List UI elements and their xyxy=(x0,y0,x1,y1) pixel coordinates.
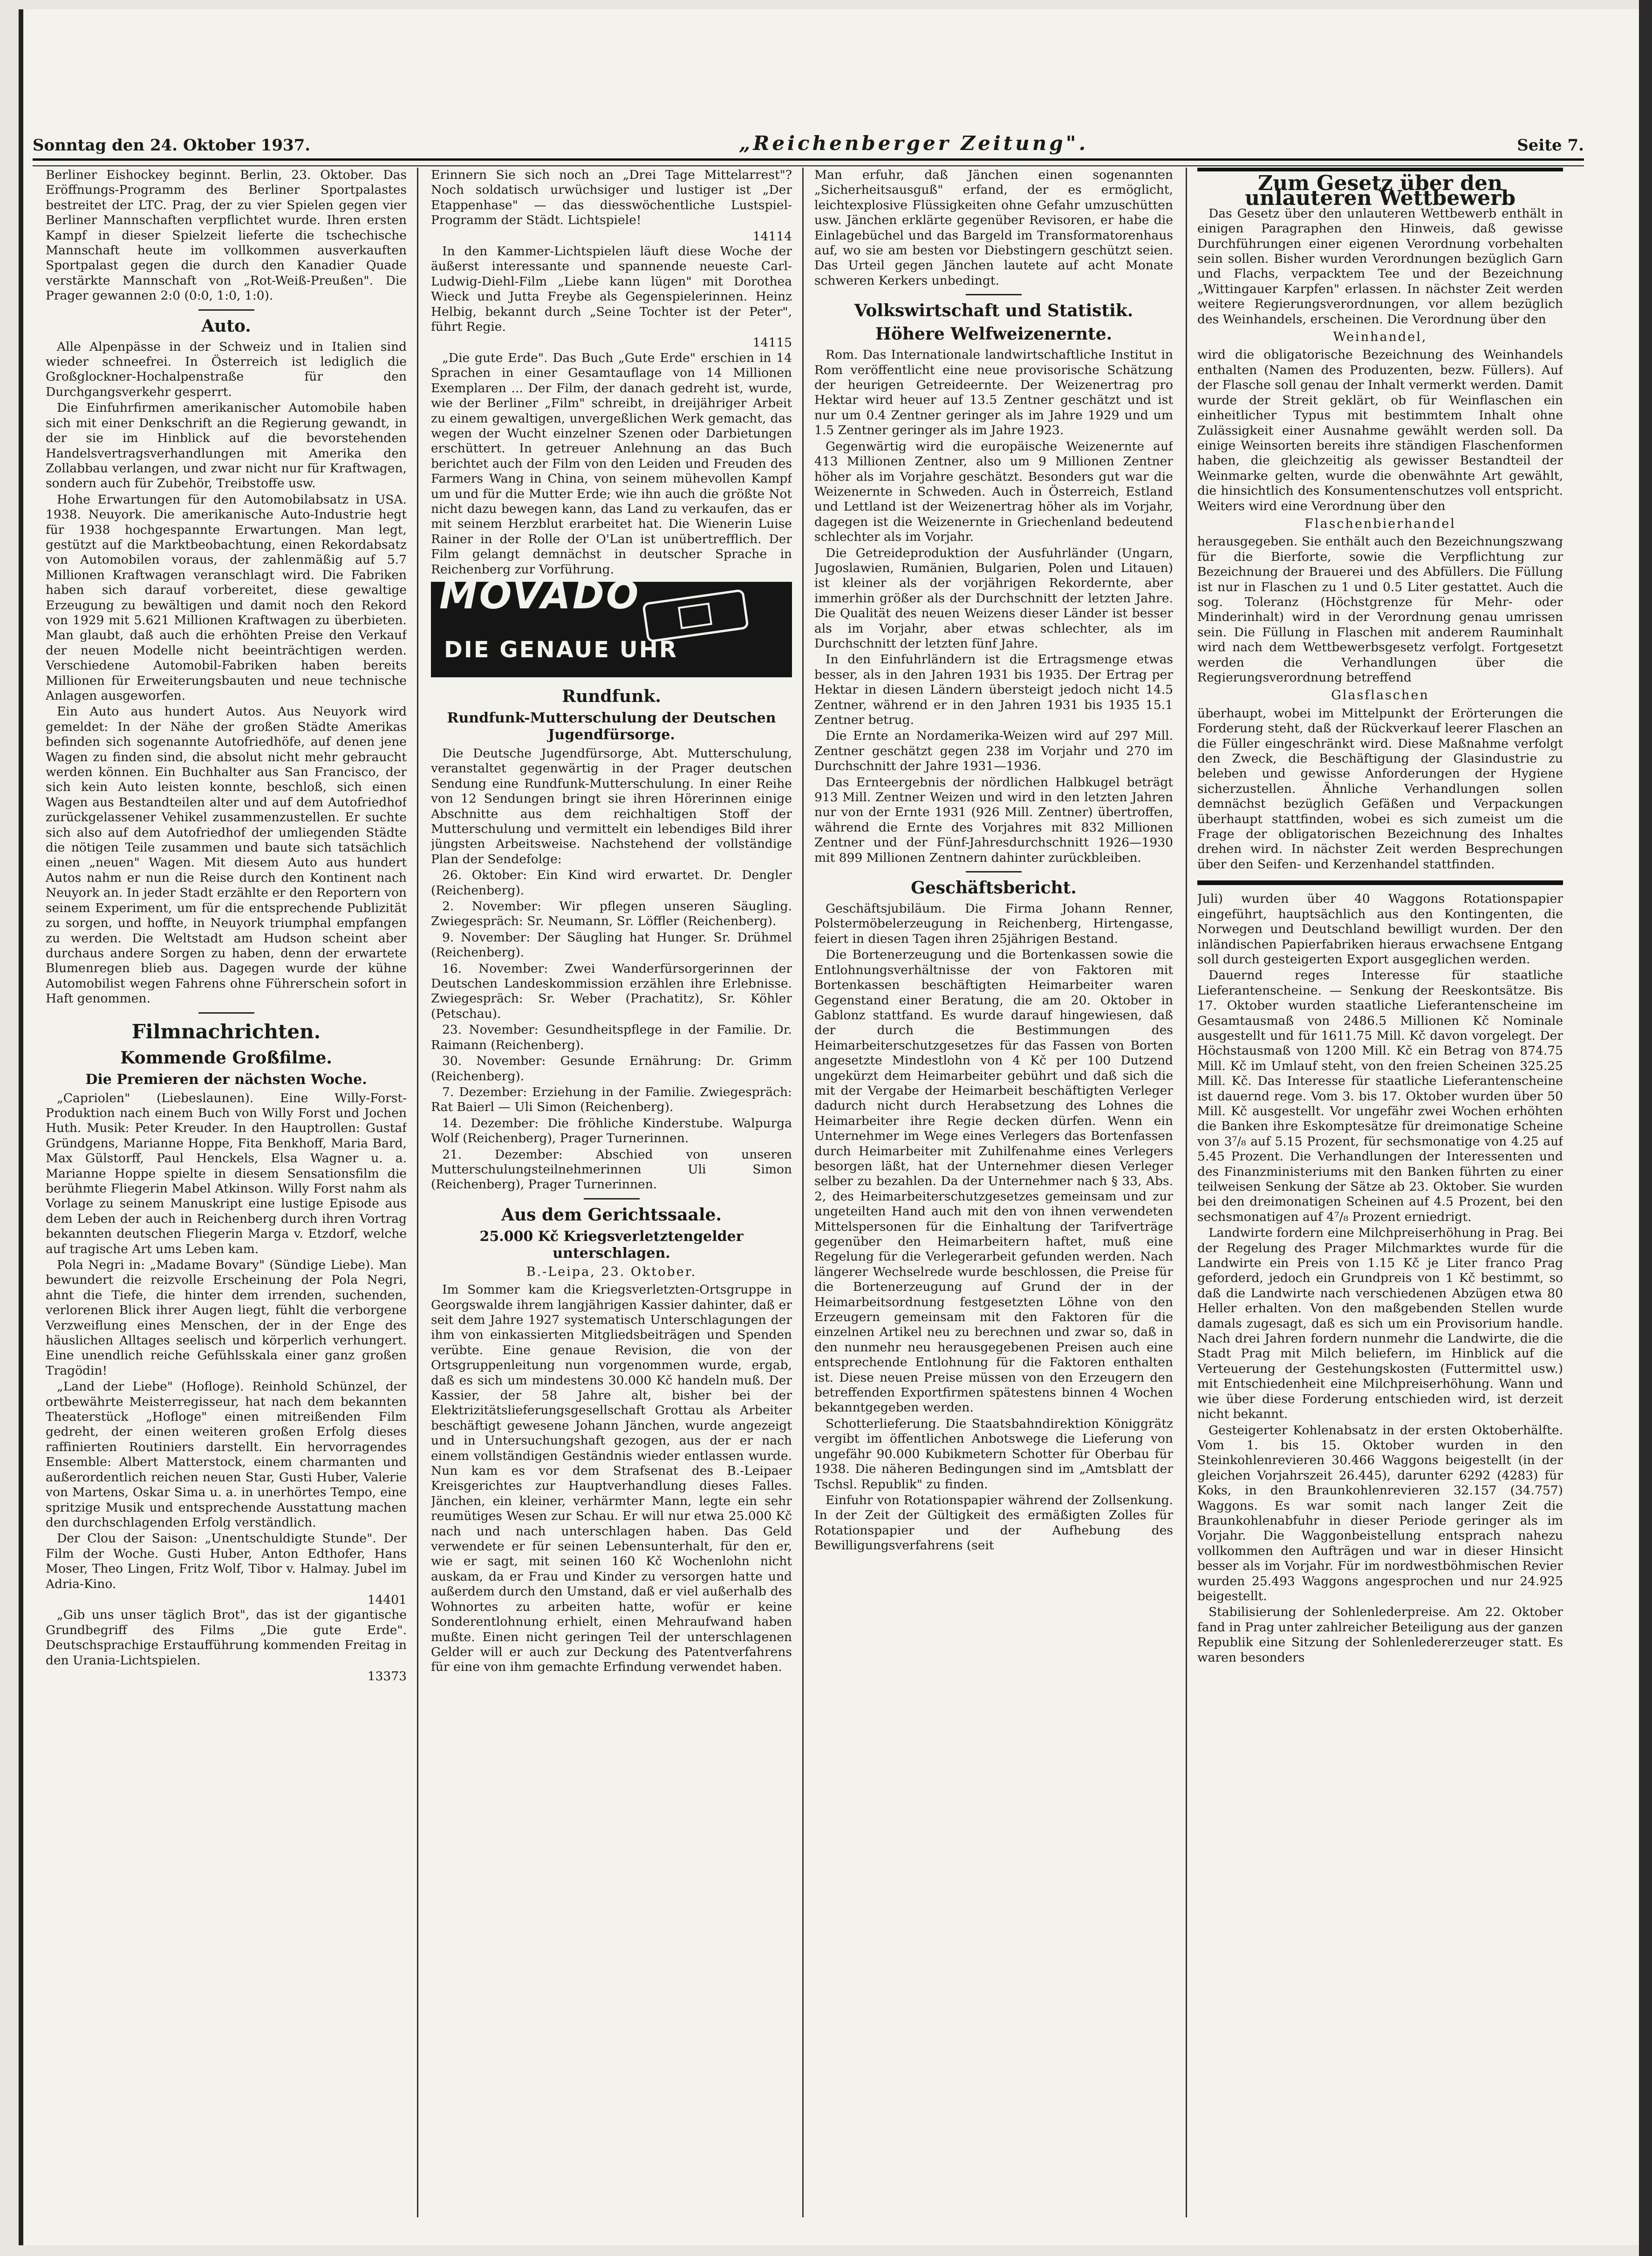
schedule-item: 16. November: Zwei Wanderfürsorgerinnen der Deutschen Landeskommission erzählen ihre Erlebnisse. Zwiegespräch: Sr. Weber (Prachatitz), Sr. Köhler (Petschau). xyxy=(431,961,792,1021)
article-halbkugel: Das Ernteergebnis der nördlichen Halbkugel beträgt 913 Mill. Zentner Weizen und wird in den letzten Jahren nur von der Ernte 1931 (926 Mill. Zentner) übertroffen, während die Ernte des Vorjahres mit 832 Millionen Zentner und der Fünf-Jahresdurchschnitt 1926—1930 mit 899 Millionen Zentnern dahinter zurückbleiben. xyxy=(814,775,1173,865)
article-milchpreis: Landwirte fordern eine Milchpreiserhöhung in Prag. Bei der Regelung des Prager Milchmarktes wurde für die Landwirte ein Preis von 1.15 Kč je Liter franco Prag geforderd, jedoch ein Grundpreis von 1 Kč bestimmt, so daß die Landwirte nach verschiedenen Abzügen etwa 80 Heller erhalten. Von den maßgebenden Stellen wurde damals zugesagt, daß es sich um ein Provisorium handle. Nach drei Jahren fordern nunmehr die Landwirte, die die Stadt Prag mit Milch beliefern, im Hinblick auf die Verteuerung der Gestehungskosten (Futtermittel usw.) mit Entschiedenheit eine Milchpreiserhöhung. Wann und wie über diese Forderung entschieden wird, ist derzeit nicht bekannt. xyxy=(1197,1226,1563,1422)
article-land-der-liebe: „Land der Liebe" (Hofloge). Reinhold Schünzel, der ortbewährte Meisterregisseur, hat nach dem bekannten Theaterstück „Hofloge" einen mitreißenden Film gedreht, der einen weiteren großen Erfolg dieses raffinierten Routiniers darstellt. Ein hervorragendes Ensemble: Albert Matterstock, einem charmanten und außerordentlich reichen neuen Star, Gusti Huber, Valerie von Martens, Oskar Sima u. a. in unerhörtes Tempo, eine spritzige Musik und entsprechende Ausstattung machen den durchschlagenden Erfolg verständlich. xyxy=(46,1379,407,1530)
divider xyxy=(966,871,1022,872)
schedule-item: 21. Dezember: Abschied von unseren Mutterschulungsteilnehmerinnen Uli Simon (Reichenberg), Prager Turnerinnen. xyxy=(431,1147,792,1192)
subheading-flaschenbier: Flaschenbierhandel xyxy=(1304,516,1456,531)
article-glasflaschen: überhaupt, wobei im Mittelpunkt der Erörterungen die Forderung steht, daß der Rückverkauf leerer Flaschen an die Füller eingeschränkt wird. Diese Maßnahme verfolgt den Zweck, die Beschäftigung der Glasindustrie zu beleben und gewisse Anforderungen der Hygiene sicherzustellen. Ähnliche Verhandlungen sollen demnächst bezüglich Gefäßen und Verpackungen überhaupt stattfinden, wobei es sich zumeist um die Frage der obligatorischen Bezeichnung des Inhaltes drehen wird. In nächster Zeit werden Besprechungen über den Seifen- und Kerzenhandel stattfinden. xyxy=(1197,706,1563,872)
subheading-weizenernte: Höhere Welfweizenernte. xyxy=(875,324,1113,344)
subheading-mutterschulung: Rundfunk-Mutterschulung der Deutschen Jugendfürsorge. xyxy=(447,709,776,743)
dateline: B.-Leipa, 23. Oktober. xyxy=(526,1264,697,1279)
subheading-weinhandel: Weinhandel, xyxy=(1333,330,1427,345)
section-heading-geschaeftsbericht: Geschäftsbericht. xyxy=(911,878,1077,898)
section-heading-wettbewerb: Zum Gesetz über den unlauteren Wettbewerb xyxy=(1197,168,1563,206)
page-number: Seite 7. xyxy=(1517,136,1584,155)
article-nordamerika: Die Ernte an Nordamerika-Weizen wird auf 297 Mill. Zentner geschätzt gegen 238 im Vorjahr und 270 im Durchschnitt der Jahre 1931—1936. xyxy=(814,729,1173,774)
article-mutterschulung: Die Deutsche Jugendfürsorge, Abt. Mutterschulung, veranstaltet gegenwärtig in der Prager deutschen Sendung eine Rundfunk-Mutterschulung. In einer Reihe von 12 Sendungen bringt sie ihren Hörerinnen einige Abschnitte aus dem reichhaltigen Stoff der Mutterschulung und vermittelt ein lebendiges Bild ihrer jüngsten Arbeitsweise. Nachstehend der vollständige Plan der Sendefolge: xyxy=(431,746,792,866)
article-pola-negri: Pola Negri in: „Madame Bovary" (Sündige Liebe). Man bewundert die reizvolle Erscheinung der Pola Negri, ahnt die Tiefe, die hinter dem irrenden, suchenden, verlorenen Blick ihrer Augen liegt, fühlt die verborgene Verzweiflung eines Menschen, der in der Enge des häuslichen Alltages seelisch und körperlich verhungert. Eine unendlich reiche Gefühlsskala einer ganz großen Tragödin! xyxy=(46,1258,407,1378)
article-clou-der-saison: Der Clou der Saison: „Unentschuldigte Stunde". Der Film der Woche. Gusti Huber, Anton Edthofer, Hans Moser, Theo Lingen, Fritz Wolf, Tibor v. Halmay. Jubel im Adria-Kino. xyxy=(46,1531,407,1591)
page-header xyxy=(33,122,1584,155)
section-heading-rundfunk: Rundfunk. xyxy=(562,686,661,706)
subheading-glasflaschen: Glasflaschen xyxy=(1331,688,1429,703)
divider xyxy=(966,294,1022,295)
divider xyxy=(584,1198,640,1200)
column-2 xyxy=(431,168,792,2213)
ad-number: 14115 xyxy=(752,335,792,350)
article-kammer-lichtspiele: In den Kammer-Lichtspielen läuft diese Woche der äußerst interessante und spannende neueste Carl-Ludwig-Diehl-Film „Liebe kann lügen" mit Dorothea Wieck und Jutta Freybe als Gegenspielerinnen. Heinz Helbig, bekannt durch „Seine Tochter ist der Peter", führt Regie. xyxy=(431,244,792,334)
article-einfuhrfirmen: Die Einfuhrfirmen amerikanischer Automobile haben sich mit einer Denkschrift an die Regierung gewandt, in der sie im Hinblick auf die bevorstehenden Handelsvertragsverhandlungen mit Amerika den Zollabbau verlangen, und zwar nicht nur für Kraftwagen, sondern auch für Zubehör, Treibstoffe usw. xyxy=(46,401,407,491)
subheading-grossfilme: Kommende Großfilme. xyxy=(120,1048,332,1068)
article-weinhandel: wird die obligatorische Bezeichnung des Weinhandels enthalten (Namen des Produzenten, bezw. Füllers). Auf der Flasche soll genau der Inhalt vermerkt werden. Damit wurde der Streit geklärt, ob für Weinflaschen ein einheitlicher Typus mit bestimmtem Inhalt ohne Zulässigkeit einer Ausnahme gewählt werden soll. Da einige Weinsorten bereits ihre ständigen Flaschenformen haben, die gleichzeitig als gewisser Bestandteil der Weinmarke gelten, wurde die obenwähnte Art gewählt, die hinsichtlich des Konsumentenschutzes voll entspricht. Weiters wird eine Verordnung über den xyxy=(1197,348,1563,513)
article-jubilaeum: Geschäftsjubiläum. Die Firma Johann Renner, Polstermöbelerzeugung in Reichenberg, Hirtengasse, feiert in diesen Tagen ihren 25jährigen Bestand. xyxy=(814,901,1173,946)
column-3 xyxy=(814,168,1173,2213)
article-unterschlagung-cont: Man erfuhr, daß Jänchen einen sogenannten „Sicherheitsausguß" erfand, der es ermöglicht, leichtexplosive Flüssigkeiten ohne Gefahr umzuschütten usw. Jänchen erklärte gegenüber Revisoren, er habe die Einlagebüchel und das Bargeld im Transformatorenhaus auf, wo sie am besten vor Diebstingern geschützt seien. Das Urteil gegen Jänchen lautete auf acht Monate schweren Kerkers unbedingt. xyxy=(814,168,1173,288)
issue-date: Sonntag den 24. Oktober 1937. xyxy=(33,136,311,155)
ad-tagline: DIE GENAUE UHR xyxy=(444,636,678,663)
schedule-item: 7. Dezember: Erziehung in der Familie. Zwiegespräch: Rat Baierl — Uli Simon (Reichenberg). xyxy=(431,1084,792,1115)
article-eishockey: Berliner Eishockey beginnt. Berlin, 23. Oktober. Das Eröffnungs-Programm des Berliner Sportpalastes bestreitet der LTC. Prag, der zu vier Spielen gegen vier Berliner Mannschaften verpflichtet wurde. Ihren ersten Kampf in dieser Spielzeit lieferte die tschechische Mannschaft heute im vollkommen ausverkauften Sportpalast gegen die durch den Kanadier Quade verstärkte Mannschaft von „Rot-Weiß-Preußen". Die Prager gewannen 2:0 (0:0, 1:0, 1:0). xyxy=(46,168,407,303)
column-4 xyxy=(1197,168,1563,2213)
subheading-premieren: Die Premieren der nächsten Woche. xyxy=(85,1071,367,1088)
movado-advertisement xyxy=(431,573,792,677)
article-usa-automobil: Hohe Erwartungen für den Automobilabsatz in USA. 1938. Neuyork. Die amerikanische Auto-Industrie hegt für 1938 hochgespannte Erwartungen. Man legt, gestützt auf die Marktbeobachtung, einen Rekordabsatz von Automobilen voraus, der zahlenmäßig auf 5.7 Millionen Kraftwagen veranschlagt wird. Die Fabriken haben sich darauf vorbereitet, diese gewaltige Erzeugung zu bewältigen und damit noch den Rekord von 1929 mit 5.621 Millionen Kraftwagen zu überbieten. Man glaubt, daß auch die erhöhten Preise den Verkauf der neuen Modelle nicht beeinträchtigen werden. Verschiedene Automobil-Fabriken haben bereits Millionen für Erweiterungsbauten und neue technische Anlagen ausgeworfen. xyxy=(46,492,407,703)
schedule-item: 30. November: Gesunde Ernährung: Dr. Grimm (Reichenberg). xyxy=(431,1054,792,1084)
article-rotationspapier-cont: Juli) wurden über 40 Waggons Rotationspapier eingeführt, hauptsächlich aus den Kontingenten, die Norwegen und Deutschland bewilligt wurden. Der den inländischen Papierfabriken hieraus erwachsene Entgang soll durch gesteigerten Export ausgeglichen werden. xyxy=(1197,892,1563,967)
schedule-item: 2. November: Wir pflegen unseren Säugling. Zwiegespräch: Sr. Neumann, Sr. Löffler (Reichenberg). xyxy=(431,899,792,929)
article-flaschenbier: herausgegeben. Sie enthält auch den Bezeichnungszwang für die Bierforte, sowie die Verpflichtung zur Bezeichnung der Brauerei und des Abfüllers. Die Füllung ist nur in Flaschen zu 1 und 0.5 Liter gestattet. Auch die sog. Toleranz (Höchstgrenze für Mehr- oder Minderinhalt) wird in der Verordnung genau umrissen sein. Die Füllung in Flaschen mit anderem Rauminhalt wird nach dem Wettbewerbsgesetz verfolgt. Fortgesetzt werden die Verhandlungen über die Regierungsverordnung betreffend xyxy=(1197,534,1563,685)
article-sohlenleder: Stabilisierung der Sohlenlederpreise. Am 22. Oktober fand in Prag unter zahlreicher Beteiligung aus der ganzen Republik eine Sitzung der Sohlenledererzeuger statt. Es waren besonders xyxy=(1197,1605,1563,1665)
article-einfuhrlaender: In den Einfuhrländern ist die Ertragsmenge etwas besser, als in den Jahren 1931 bis 1935. Der Ertrag per Hektar in diesen Ländern übersteigt jedoch nicht 14.5 Zentner, während er in den Jahren 1931 bis 1935 15.1 Zentner betrug. xyxy=(814,652,1173,727)
column-divider xyxy=(1186,168,1187,2217)
article-europa-weizen: Gegenwärtig wird die europäische Weizenernte auf 413 Millionen Zentner, also um 9 Millionen Zentner höher als im Vorjahre geschätzt. Besonders gut war die Weizenernte in Schweden. Auch in Österreich, Estland und Lettland ist der Weizenertrag höher als im Vorjahr, dagegen ist die Weizenernte in Griechenland bedeutend schlechter als im Vorjahr. xyxy=(814,439,1173,545)
article-ausfuhrlaender: Die Getreideproduktion der Ausfuhrländer (Ungarn, Jugoslawien, Rumänien, Bulgarien, Polen und Litauen) ist kleiner als der vorjährigen Rekordernte, aber immerhin größer als der Durchschnitt der letzten Jahre. Die Qualität des neuen Weizens dieser Länder ist besser als im Vorjahr, aber etwas schlechter, als im Durchschnitt der letzten fünf Jahre. xyxy=(814,545,1173,651)
section-heading-film: Filmnachrichten. xyxy=(131,1020,321,1043)
watch-icon xyxy=(642,589,749,643)
ad-number: 13373 xyxy=(367,1669,407,1683)
article-bortenerzeugung: Die Bortenerzeugung und die Bortenkassen sowie die Entlohnungsverhältnisse der von Faktoren mit Bortenkassen beschäftigten Heimarbeiter waren Gegenstand einer Beratung, die am 20. Oktober in Gablonz stattfand. Es wurde darauf hingewiesen, daß der durch die Bestimmungen des Heimarbeiterschutzgesetzes für das Fassen von Borten angesetzte Mindestlohn von 4 Kč per 100 Dutzend ungekürzt dem Heimarbeiter gebührt und daß sich die mit der Vergabe der Heimarbeit beschäftigten Verleger dadurch nicht durch Herabsetzung des Lohnes die Heimarbeiter ihre Regie decken dürfen. Wenn ein Unternehmer im Wege eines Verlegers das Bortenfassen durch Heimarbeiter mit Zuhilfenahme eines Verlegers besorgen läßt, hat der Unternehmer diesen Verleger selber zu bezahlen. Da der Unternehmer nach § 33, Abs. 2, des Heimarbeiterschutzgesetzes gemeinsam und zur ungeteilten Hand auch mit den von ihnen verwendeten Mittelspersonen für die Einhaltung der Tarifverträge gegenüber den Heimarbeitern haftet, muß eine Regelung für die Verlegerarbeit gefunden werden. Nach längerer Wechselrede wurde beschlossen, die Preise für die Bortenerzeugung auf Grund der in der Heimarbeitsordnung festgesetzten Löhne von den Erzeugern gemeinsam mit den Faktoren für die einzelnen Artikel neu zu berechnen und zwar so, daß in den nunmehr neu herausgegebenen Preisen auch eine entsprechende Entlohnung für die Faktoren enthalten ist. Diese neuen Preise müssen von den Erzeugern den betreffenden Exportfirmen spätestens binnen 4 Wochen bekanntgegeben werden. xyxy=(814,947,1173,1415)
article-gute-erde: „Die gute Erde". Das Buch „Gute Erde" erschien in 14 Sprachen in einer Gesamtauflage von 14 Millionen Exemplaren ... Der Film, der danach gedreht ist, wurde, wie der Berliner „Film" schreibt, in dreijähriger Arbeit zu einem gewaltigen, unvergeßlichen Werk gemacht, das wegen der Wucht einzelner Szenen oder Darbietungen erschüttert. In getreuer Anlehnung an das Buch berichtet auch der Film von den Leiden und Freuden des Farmers Wang in China, von seinem mühevollen Kampf um und für die Mutter Erde; wie ihn auch die größte Not nicht dazu bewegen kann, das Land zu verkaufen, das er mit seinem Herzblut erarbeitet hat. Die Wienerin Luise Rainer in der Rolle der O'Lan ist unübertrefflich. Der Film gelangt demnächst in deutscher Sprache in Reichenberg zur Vorführung. xyxy=(431,350,792,577)
divider xyxy=(198,309,254,311)
schedule-item: 26. Oktober: Ein Kind wird erwartet. Dr. Dengler (Reichenberg). xyxy=(431,868,792,898)
section-heading-volkswirtschaft: Volkswirtschaft und Statistik. xyxy=(854,301,1133,321)
section-heading-gericht: Aus dem Gerichtssaale. xyxy=(501,1205,722,1225)
article-capriolen: „Capriolen" (Liebeslaunen). Eine Willy-Forst-Produktion nach einem Buch von Willy Forst und Jochen Huth. Musik: Peter Kreuder. In den Hauptrollen: Gustaf Gründgens, Marianne Hoppe, Fita Benkhoff, Maria Bard, Max Gülstorff, Paul Henckels, Elsa Wagner u. a. Marianne Hoppe spielte in diesem Sensationsfilm die berühmte Fliegerin Mabel Atkinson. Willy Forst nahm als Vorlage zu seinem Manuskript eine lustige Episode aus dem Leben der auch in Reichenberg durch ihren Vortrag bekannten deutschen Fliegerin Marga v. Etzdorf, welche auf tragische Art ums Leben kam. xyxy=(46,1091,407,1256)
schedule-item: 14. Dezember: Die fröhliche Kinderstube. Walpurga Wolf (Reichenberg), Prager Turnerinnen. xyxy=(431,1116,792,1146)
ad-number: 14401 xyxy=(367,1592,407,1607)
article-wettbewerb: Das Gesetz über den unlauteren Wettbewerb enthält in einigen Paragraphen den Hinweis, daß gewisse Durchführungen einer eigenen Verordnung vorbehalten sein sollen. Bisher wurden Verordnungen bezüglich Garn und Flachs, verpacktem Tee und der Bezeichnung „Wittingauer Karpfen" erlassen. In nächster Zeit werden weitere Regierungsverordnungen, vor allem bezüglich des Weinhandels, erscheinen. Die Verordnung über den xyxy=(1197,206,1563,327)
column-1 xyxy=(46,168,407,2213)
article-alpenpaesse: Alle Alpenpässe in der Schweiz und in Italien sind wieder schneefrei. In Österreich ist lediglich die Großglockner-Hochalpenstraße für den Durchgangsverkehr gesperrt. xyxy=(46,339,407,399)
article-taeglich-brot: „Gib uns unser täglich Brot", das ist der gigantische Grundbegriff des Films „Die gute Erde". Deutschsprachige Erstaufführung kommenden Freitag in den Urania-Lichtspielen. xyxy=(46,1608,407,1668)
ad-brand: MOVADO xyxy=(439,573,641,618)
article-etappenhase: Erinnern Sie sich noch an „Drei Tage Mittelarrest"? Noch soldatisch urwüchsiger und lustiger ist „Der Etappenhase" — das diesswöchentliche Lustspiel-Programm der Städt. Lichtspiele! xyxy=(431,168,792,228)
article-lieferantenscheine: Dauernd reges Interesse für staatliche Lieferantenscheine. — Senkung der Reeskontsätze. Bis 17. Oktober wurden staatliche Lieferantenscheine im Gesamtausmaß von 2486.5 Millionen Kč Nominale ausgestellt und für 1611.75 Mill. Kč davon vorgelegt. Der Höchstausmaß von 1200 Mill. Kč ein Betrag von 874.75 Mill. Kč im Umlauf steht, von den freien Scheinen 325.25 Mill. Kč. Das Interesse für staatliche Lieferantenscheine ist dauernd rege. Vom 3. bis 17. Oktober wurden über 50 Mill. Kč ausgestellt. Vor ungefähr zwei Wochen erhöhten die Banken ihre Eskomptesätze für dreimonatige Scheine von 3⁷/₈ auf 5.15 Prozent, für sechsmonatige von 4.25 auf 5.45 Prozent. Die Verhandlungen der Interessenten und des Finanzministeriums mit den Banken führten zu einer teilweisen Senkung der Sätze ab 23. Oktober. Sie wurden bei den dreimonatigen Scheinen auf 4.5 Prozent, bei den sechsmonatigen auf 4⁷/₈ Prozent erniedrigt. xyxy=(1197,968,1563,1224)
column-divider xyxy=(802,168,804,2217)
scan-edge xyxy=(1639,0,1652,2256)
article-schotter: Schotterlieferung. Die Staatsbahndirektion Königgrätz vergibt im öffentlichen Anbotswege die Lieferung von ungefähr 90.000 Kubikmetern Schotter für Oberbau für 1938. Die näheren Bedingungen sind im „Amtsblatt der Tschsl. Republik" zu finden. xyxy=(814,1416,1173,1492)
schedule-item: 9. November: Der Säugling hat Hunger. Sr. Drühmel (Reichenberg). xyxy=(431,930,792,960)
section-rule xyxy=(1197,880,1563,885)
section-heading-auto: Auto. xyxy=(201,316,251,336)
divider xyxy=(198,1012,254,1014)
article-kohlenabsatz: Gesteigerter Kohlenabsatz in der ersten Oktoberhälfte. Vom 1. bis 15. Oktober wurden in den Steinkohlenrevieren 30.466 Waggons beigestellt (in der gleichen Vorjahrszeit 26.445), darunter 6292 (4283) für Koks, in den Braunkohlenrevieren 32.157 (34.757) Waggons. Es war somit nach langer Zeit die Braunkohlenabfuhr in dieser Periode geringer als im Vorjahr. Die Waggonbeistellung entsprach nahezu vollkommen den Aufträgen und war in dieser Hinsicht besser als im Vorjahr. Für im nordwestböhmischen Revier wurden 25.493 Waggons angesprochen und nur 24.925 beigestellt. xyxy=(1197,1423,1563,1603)
masthead: „Reichenberger Zeitung". xyxy=(739,132,1089,155)
subheading-kriegsverletzte: 25.000 Kč Kriegsverletztengelder unterschlagen. xyxy=(479,1228,744,1261)
article-rotationspapier: Einfuhr von Rotationspapier während der Zollsenkung. In der Zeit der Gültigkeit des ermäßigten Zolles für Rotationspapier und der Aufhebung des Bewilligungsverfahrens (seit xyxy=(814,1493,1173,1553)
article-unterschlagung: Im Sommer kam die Kriegsverletzten-Ortsgruppe in Georgswalde ihrem langjährigen Kassier dahinter, daß er seit dem Jahre 1927 systematisch Unterschlagungen der ihm von einkassierten Mitgliedsbeiträgen und Spenden verübte. Eine genaue Revision, die von der Ortsgruppenleitung nun vorgenommen wurde, ergab, daß es sich um mindestens 30.000 Kč handeln muß. Der Kassier, der 58 Jahre alt, bisher bei der Elektrizitätslieferungsgesellschaft Grottau als Arbeiter beschäftigt gewesene Johann Jänchen, wurde angezeigt und in Untersuchungshaft gezogen, aus der er nach einem vollständigen Geständnis wieder entlassen wurde. Nun kam es vor dem Strafsenat des B.-Leipaer Kreisgerichtes zur Hauptverhandlung dieses Falles. Jänchen, ein kleiner, verhärmter Mann, legte ein sehr reumütiges Wesen zur Schau. Er will nur etwa 25.000 Kč nach und nach unterschlagen haben. Das Geld verwendete er für seinen Lebensunterhalt, für den er, wie er sagt, mit seinen 160 Kč Wochenlohn nicht auskam, da er Frau und Kinder zu versorgen hatte und außerdem durch den Umstand, daß er viel außerhalb des Wohnortes zu arbeiten hatte, wofür er keine Sonderentlohnung erhielt, einen Mehraufwand haben mußte. Einen nicht geringen Teil der unterschlagenen Gelder will er auch zur Deckung des Patentverfahrens für eine von ihm gemachte Erfindung verwendet haben. xyxy=(431,1282,792,1675)
column-divider xyxy=(417,168,418,2217)
article-weizenernte: Rom. Das Internationale landwirtschaftliche Institut in Rom veröffentlicht eine neue provisorische Schätzung der heurigen Getreideernte. Der Weizenertrag pro Hektar wird heuer auf 13.5 Zentner geschätzt und ist nur um 0.4 Zentner geringer als im Jahre 1929 und um 1.5 Zentner geringer als im Jahre 1923. xyxy=(814,348,1173,438)
ad-number: 14114 xyxy=(752,229,792,244)
header-rule xyxy=(33,158,1584,166)
schedule-item: 23. November: Gesundheitspflege in der Familie. Dr. Raimann (Reichenberg). xyxy=(431,1022,792,1052)
article-auto-aus-autos: Ein Auto aus hundert Autos. Aus Neuyork wird gemeldet: In der Nähe der großen Städte Amerikas befinden sich sogenannte Autofriedhöfe, auf denen jene Wagen zu finden sind, die absolut nicht mehr gebraucht werden können. Ein Buchhalter aus San Francisco, der sich kein Auto leisten konnte, beschloß, sich einen Wagen aus Bestandteilen alter und auf dem Autofriedhof zurückgelassener Vehikel zusammenzustellen. Er suchte sich also auf dem Autofriedhof der umliegenden Städte die nötigen Teile zusammen und baute sich tatsächlich einen „neuen" Wagen. Mit diesem Auto aus hundert Autos nahm er nun die Reise durch den Kontinent nach Neuyork an. In jeder Stadt erzählte er den Reportern von seinem Experiment, um für die entsprechende Publizität zu sorgen, und hoffte, in Neuyork triumphal empfangen zu werden. Die Weltstadt am Hudson scheint aber durchaus andere Sorgen zu haben, denn der erwartete Blumenregen blieb aus. Dagegen wurde der kühne Automobilist wegen Fahrens ohne Führerschein sofort in Haft genommen. xyxy=(46,704,407,1006)
